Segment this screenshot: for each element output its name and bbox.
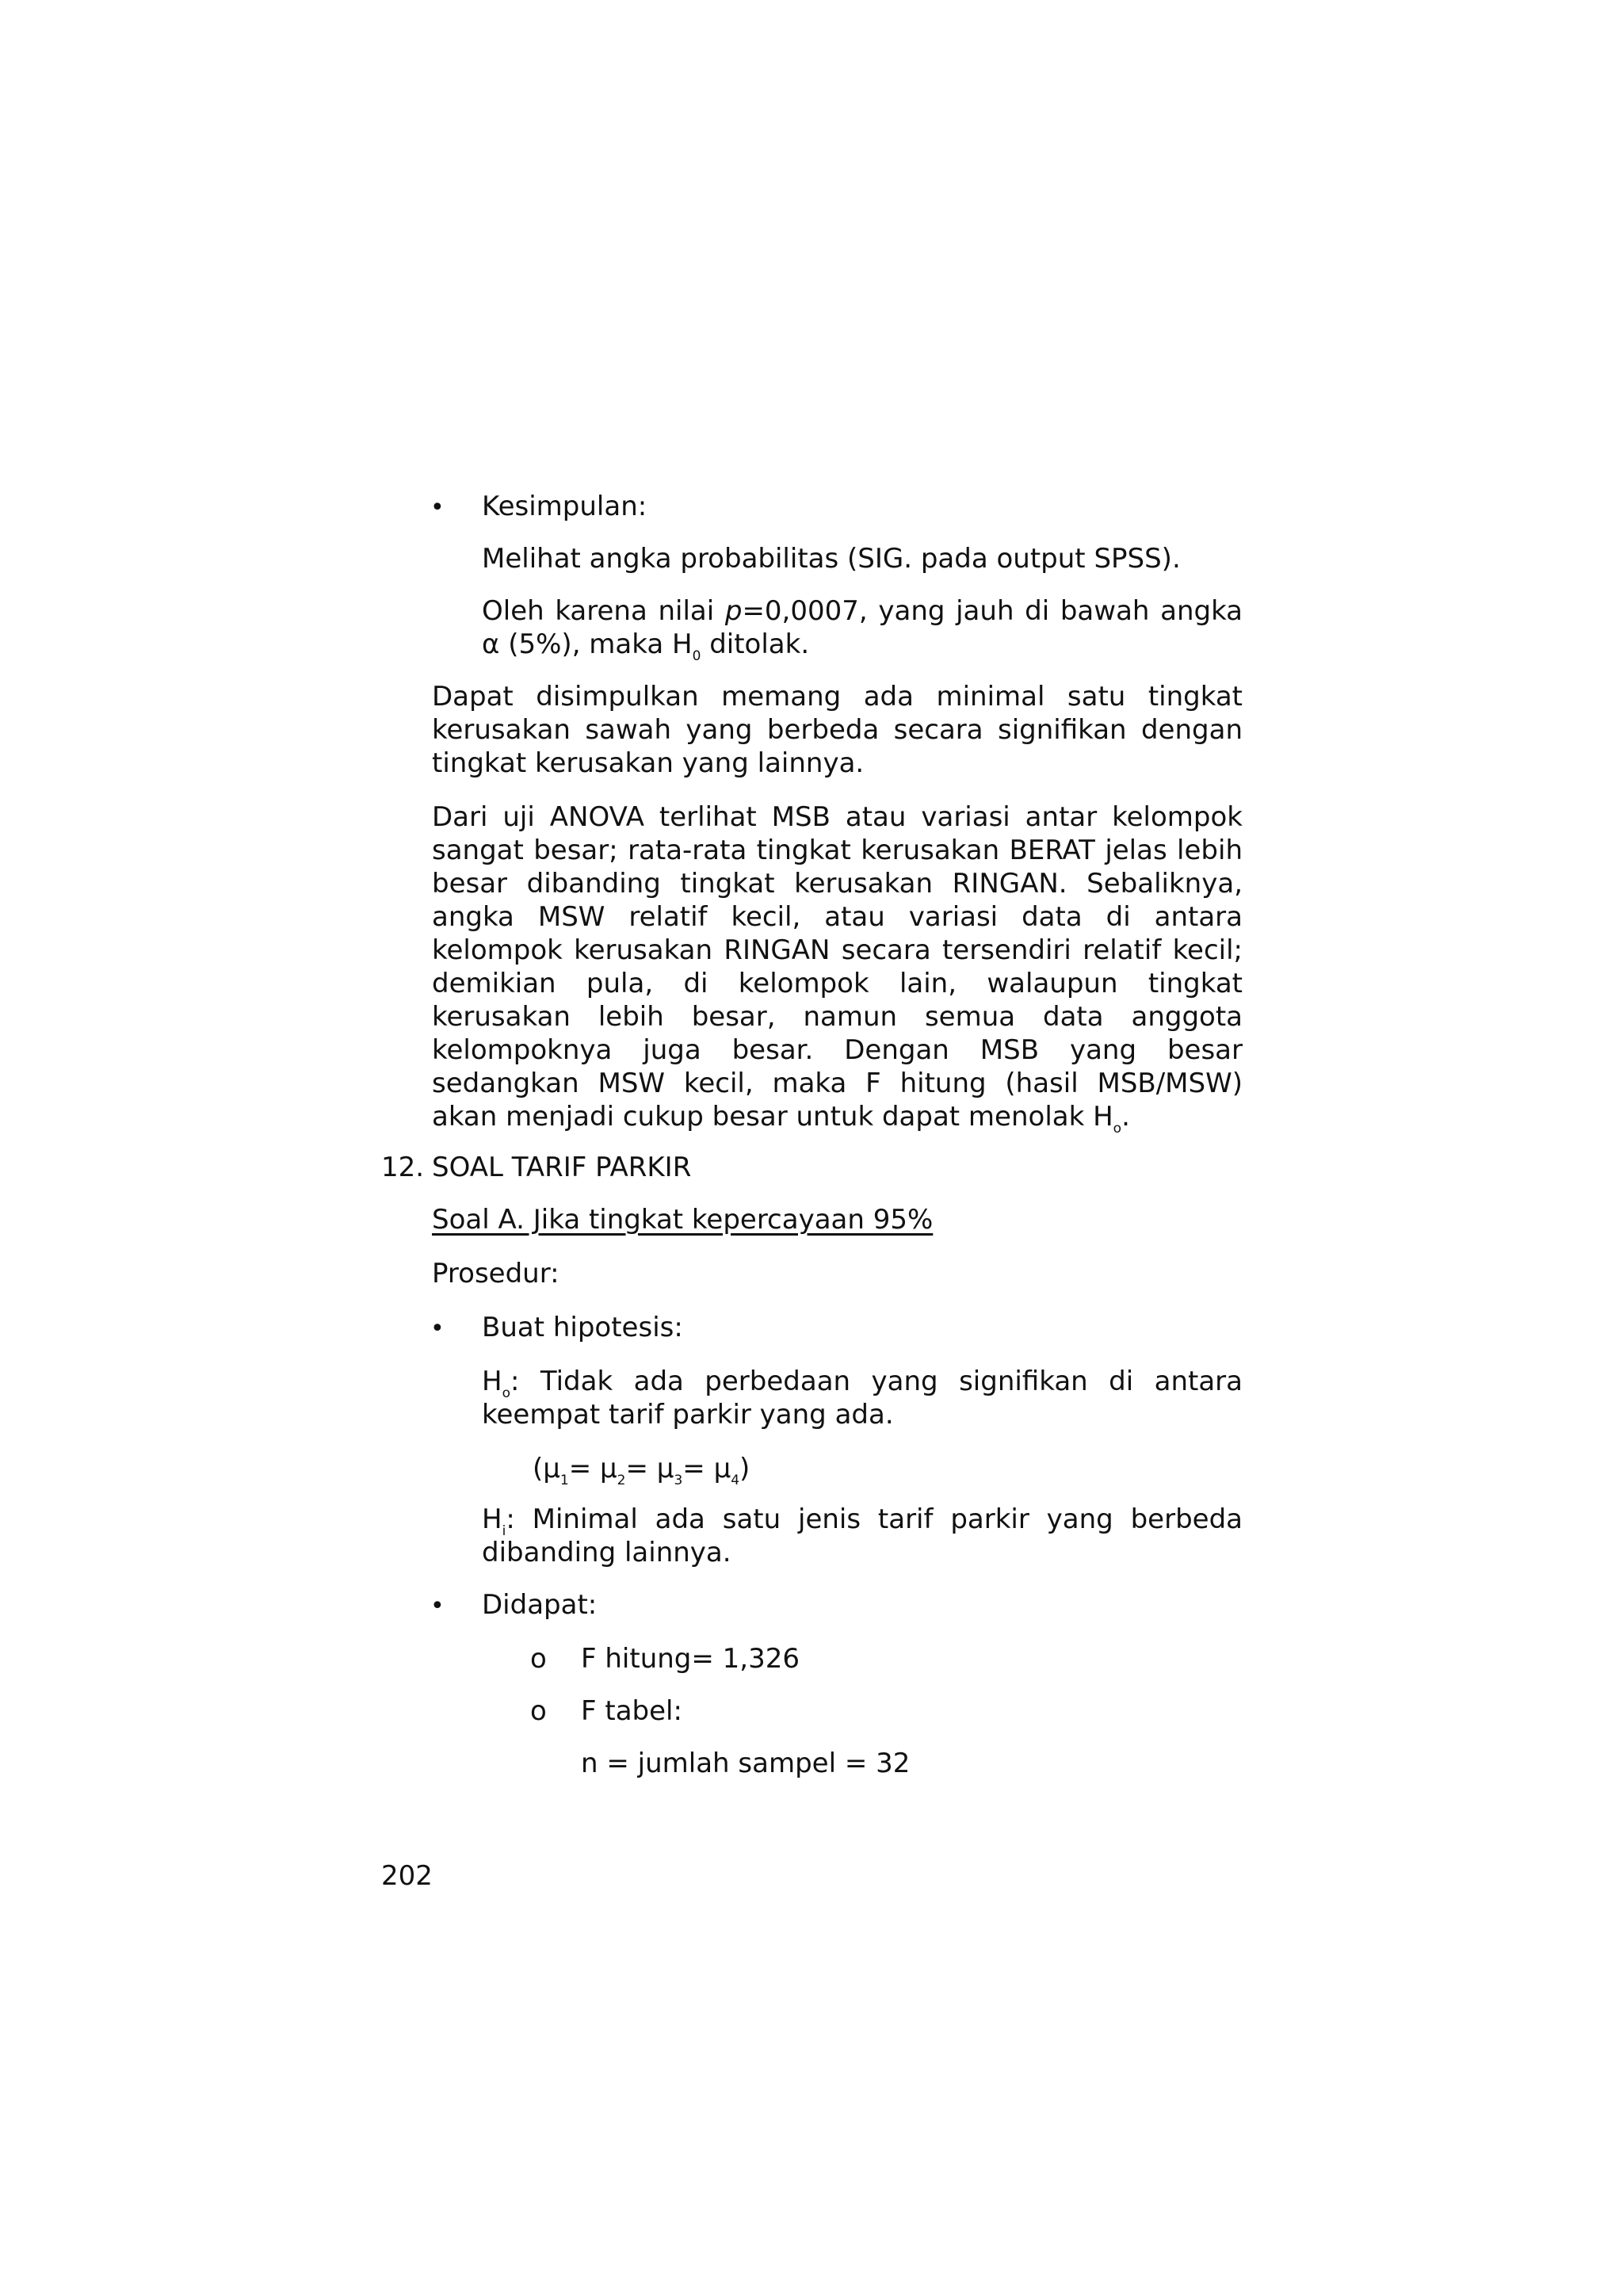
conclusion-line2: Oleh karena nilai p=0,0007, yang jauh di bawah angka α (5%), maka $H_0$ ditolak.	[482, 595, 1243, 664]
conclusion-line1: Melihat angka probabilitas (SIG. pada output SPSS).	[482, 543, 1181, 575]
conclusion-heading: Kesimpulan:	[482, 491, 647, 522]
bullet-icon: •	[430, 1592, 445, 1620]
paragraph-conclusion: Dapat disimpulkan memang ada minimal satu tingkat kerusakan sawah yang berbeda secara signifikan dengan tingkat kerusakan yang lainnya.	[432, 681, 1243, 779]
circle-bullet-icon: o	[530, 1695, 547, 1727]
hypothesis-h0: $H_o$: Tidak ada perbedaan yang signifikan di antara keempat tarif parkir yang ada.	[482, 1366, 1243, 1431]
section-subtitle: Soal A. Jika tingkat kepercayaan 95%	[432, 1204, 934, 1236]
procedure-label: Prosedur:	[432, 1258, 559, 1289]
bullet-icon: •	[430, 494, 445, 521]
section-number: 12.	[381, 1152, 425, 1183]
bullet-icon: •	[430, 1315, 445, 1343]
hypothesis-h1: $H_i$: Minimal ada satu jenis tarif parkir yang berbeda dibanding lainnya.	[482, 1503, 1243, 1568]
hypothesis-equation: $(\mu_1= \mu_2= \mu_3= \mu_4)$	[533, 1453, 750, 1488]
result-heading: Didapat:	[482, 1589, 598, 1621]
circle-bullet-icon: o	[530, 1643, 547, 1675]
page-number: 202	[381, 1860, 433, 1892]
hypothesis-heading: Buat hipotesis:	[482, 1312, 683, 1343]
paragraph-anova: Dari uji ANOVA terlihat MSB atau variasi antar kelompok sangat besar; rata-rata tingkat kerusakan BERAT jelas lebih besar dibanding tingkat kerusakan RINGAN. Sebaliknya, angka MSW relatif kecil, atau variasi data di antara kelompok kerusakan RINGAN secara tersendiri relatif kecil; demikian pula, di kelompok lain, walaupun tingkat kerusakan lebih besar, namun semua data anggota kelompoknya juga besar. Dengan MSB yang besar sedangkan MSW kecil, maka F hitung (hasil MSB/MSW) akan menjadi cukup besar untuk dapat menolak $H_o$.	[432, 801, 1243, 1137]
f-tabel: F tabel:	[581, 1695, 682, 1727]
sample-size: n = jumlah sampel = 32	[581, 1748, 911, 1779]
section-title: SOAL TARIF PARKIR	[432, 1152, 692, 1183]
f-hitung: F hitung= 1,326	[581, 1643, 800, 1675]
